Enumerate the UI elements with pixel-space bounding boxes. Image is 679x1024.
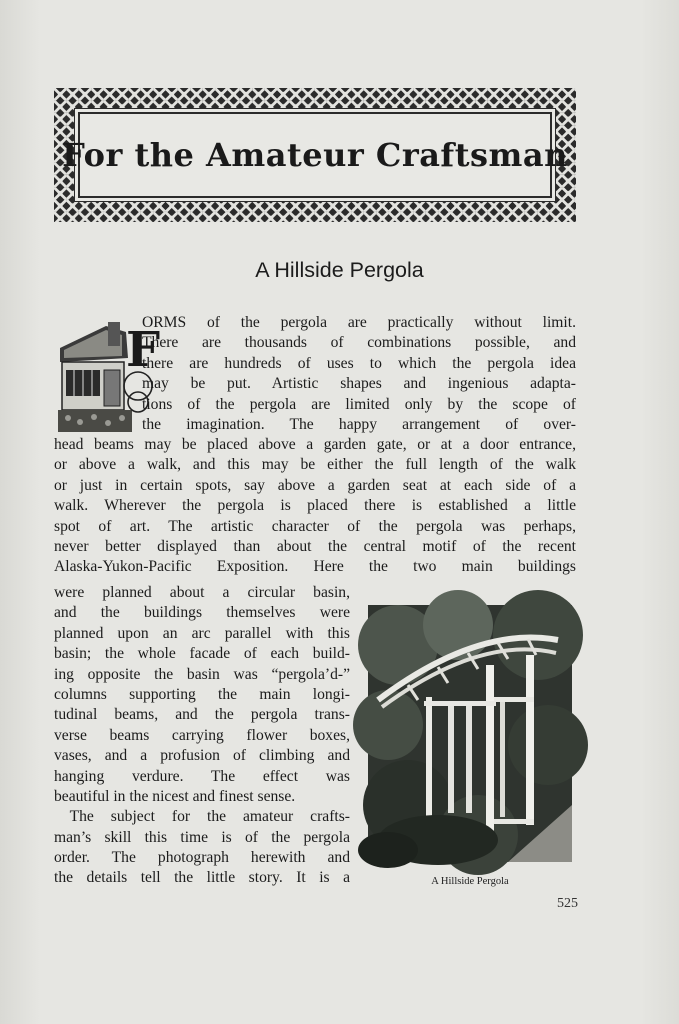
dropcap-cottage-illustration <box>56 318 161 436</box>
photo-caption: A Hillside Pergola <box>431 876 509 887</box>
paragraph-column <box>54 583 350 889</box>
text-line: tions of the pergola are limited only by the scope of <box>142 395 576 413</box>
text-line: columns supporting the main longi- <box>54 685 350 703</box>
paragraph-intro <box>142 313 576 435</box>
text-line: There are thousands of combinations possible, and <box>142 334 576 352</box>
dropcap-letter: F <box>126 322 161 378</box>
text-line: ORMS of the pergola are practically without limit. <box>142 314 576 331</box>
pergola-photograph <box>368 605 572 862</box>
text-line: Alaska-Yukon-Pacific Exposition. Here the two main buildings <box>54 558 576 576</box>
text-line: head beams may be placed above a garden gate, or at a door entrance, <box>54 436 576 453</box>
article-title: A Hillside Pergola <box>255 258 424 282</box>
text-line: ing opposite the basin was “pergola’d-” <box>54 665 350 683</box>
text-line: verse beams carrying flower boxes, <box>54 726 350 744</box>
section-heading: For the Amateur Craftsman <box>62 136 568 174</box>
text-line: and the buildings themselves were <box>54 604 350 622</box>
text-line: tudinal beams, and the pergola trans- <box>54 706 350 724</box>
text-line: or just in certain spots, say above a garden seat at each side of a <box>54 476 576 494</box>
text-line: spot of art. The artistic character of the pergola was perhaps, <box>54 517 576 535</box>
text-line: the details tell the little story. It is a <box>54 869 350 887</box>
text-line: basin; the whole facade of each build- <box>54 645 350 663</box>
text-line: the imagination. The happy arrangement of over- <box>142 415 576 433</box>
text-line: beautiful in the nicest and finest sense. <box>54 787 296 805</box>
text-line: planned upon an arc parallel with this <box>54 624 350 642</box>
paragraph-body <box>54 435 576 578</box>
page-number: 525 <box>557 896 578 911</box>
text-line: walk. Wherever the pergola is placed there is established a little <box>54 497 576 515</box>
text-line: hanging verdure. The effect was <box>54 767 350 785</box>
text-line: may be put. Artistic shapes and ingenious adapta- <box>142 375 576 393</box>
ornamental-header-border <box>54 88 576 222</box>
text-line: were planned about a circular basin, <box>54 584 350 601</box>
text-line: The subject for the amateur crafts- <box>54 808 350 826</box>
text-line: man’s skill this time is of the pergola <box>54 828 350 846</box>
text-line: or above a walk, and this may be either the full length of the walk <box>54 456 576 474</box>
text-line: there are hundreds of uses to which the pergola idea <box>142 354 576 372</box>
text-line: order. The photograph herewith and <box>54 849 350 867</box>
header-panel <box>62 112 568 198</box>
text-line: never better displayed than about the central motif of the recent <box>54 537 576 555</box>
text-line: vases, and a profusion of climbing and <box>54 747 350 765</box>
